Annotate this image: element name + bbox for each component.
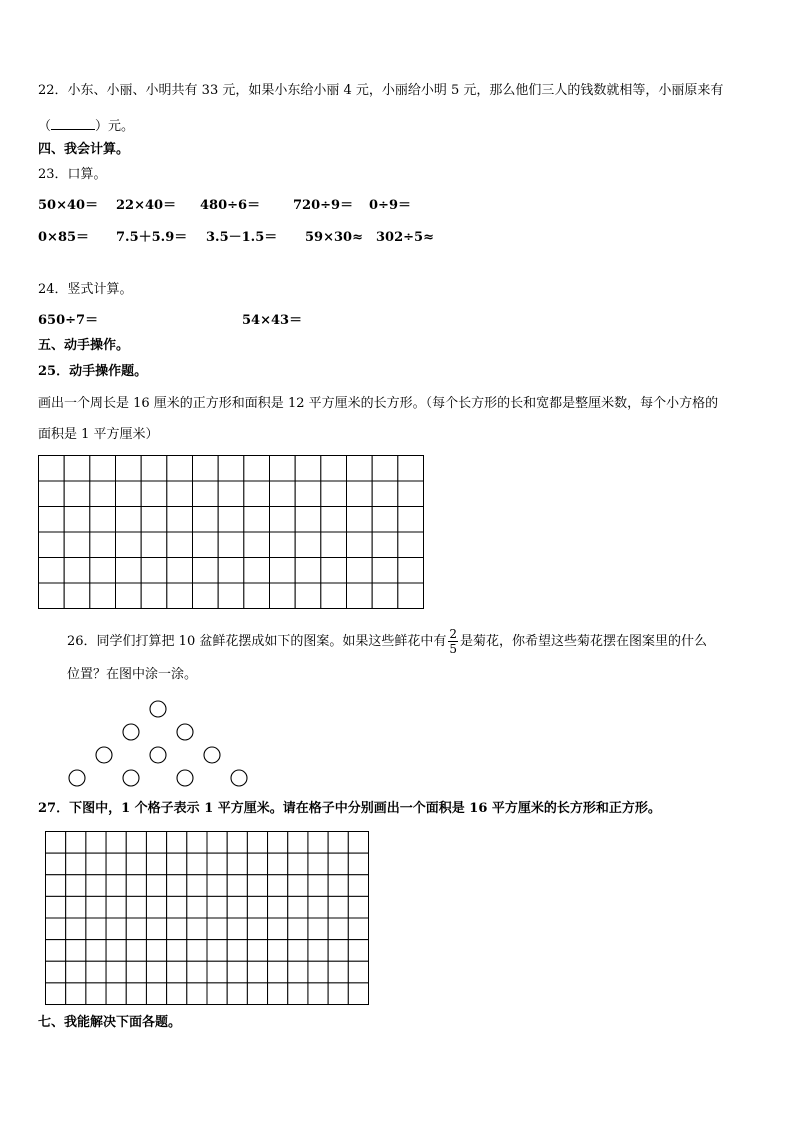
- grid-cell[interactable]: [116, 558, 142, 584]
- grid-cell[interactable]: [295, 583, 321, 609]
- grid-cell[interactable]: [106, 918, 126, 940]
- grid-cell[interactable]: [126, 896, 146, 918]
- grid-cell[interactable]: [126, 983, 146, 1005]
- grid-cell[interactable]: [193, 583, 219, 609]
- q23-row1-item: 0÷9＝: [369, 198, 411, 213]
- grid-cell[interactable]: [321, 456, 347, 482]
- q27-drawing-grid[interactable]: [45, 831, 369, 1005]
- grid-cell[interactable]: [227, 961, 247, 983]
- q23-row2-item: 0×85＝: [38, 230, 90, 245]
- grid-cell[interactable]: [227, 940, 247, 962]
- grid-cell[interactable]: [268, 983, 288, 1005]
- grid-cell[interactable]: [244, 507, 270, 533]
- grid-cell[interactable]: [193, 456, 219, 482]
- section7-heading: 七、我能解决下面各题。: [38, 1015, 182, 1030]
- grid-cell[interactable]: [66, 896, 86, 918]
- grid-cell[interactable]: [86, 853, 106, 875]
- grid-cell[interactable]: [64, 558, 90, 584]
- grid-cell[interactable]: [268, 918, 288, 940]
- q22-open-paren: （: [38, 119, 52, 134]
- grid-cell[interactable]: [193, 532, 219, 558]
- grid-cell[interactable]: [90, 481, 116, 507]
- grid-cell[interactable]: [398, 481, 424, 507]
- grid-cell[interactable]: [398, 507, 424, 533]
- grid-cell[interactable]: [187, 918, 207, 940]
- grid-cell[interactable]: [372, 583, 398, 609]
- grid-cell[interactable]: [39, 456, 65, 482]
- grid-cell[interactable]: [86, 832, 106, 854]
- grid-cell[interactable]: [295, 507, 321, 533]
- grid-cell[interactable]: [126, 875, 146, 897]
- grid-cell[interactable]: [39, 558, 65, 584]
- grid-cell[interactable]: [167, 481, 193, 507]
- q26-text-after: 是菊花，你希望这些菊花摆在图案里的什么: [460, 634, 708, 649]
- grid-cell[interactable]: [244, 456, 270, 482]
- grid-cell[interactable]: [141, 558, 167, 584]
- grid-cell[interactable]: [46, 896, 66, 918]
- grid-cell[interactable]: [295, 481, 321, 507]
- grid-cell[interactable]: [218, 481, 244, 507]
- grid-cell[interactable]: [218, 456, 244, 482]
- q27-text: 27．下图中，1 个格子表示 1 平方厘米。请在格子中分别画出一个面积是 16 平方厘米的长方形和正方形。: [38, 801, 661, 816]
- grid-cell[interactable]: [348, 853, 368, 875]
- grid-cell[interactable]: [288, 961, 308, 983]
- q24-item: 54×43＝: [242, 313, 303, 328]
- q22-answer-blank[interactable]: [51, 116, 95, 130]
- q23-title: 23．口算。: [38, 167, 107, 182]
- flower-pot-circle[interactable]: [231, 770, 247, 786]
- grid-cell[interactable]: [167, 558, 193, 584]
- grid-cell[interactable]: [193, 481, 219, 507]
- grid-cell[interactable]: [321, 558, 347, 584]
- grid-cell[interactable]: [321, 481, 347, 507]
- grid-cell[interactable]: [146, 832, 166, 854]
- grid-cell[interactable]: [247, 983, 267, 1005]
- grid-cell[interactable]: [146, 853, 166, 875]
- q23-row1-item: 720÷9＝: [293, 198, 354, 213]
- grid-cell[interactable]: [347, 532, 373, 558]
- grid-cell[interactable]: [328, 832, 348, 854]
- grid-cell[interactable]: [193, 558, 219, 584]
- grid-cell[interactable]: [247, 940, 267, 962]
- grid-cell[interactable]: [328, 918, 348, 940]
- grid-cell[interactable]: [66, 853, 86, 875]
- grid-cell[interactable]: [46, 983, 66, 1005]
- grid-cell[interactable]: [328, 875, 348, 897]
- grid-cell[interactable]: [167, 853, 187, 875]
- flower-pot-circle[interactable]: [123, 724, 139, 740]
- grid-cell[interactable]: [321, 532, 347, 558]
- grid-cell[interactable]: [141, 456, 167, 482]
- grid-cell[interactable]: [218, 507, 244, 533]
- grid-cell[interactable]: [106, 983, 126, 1005]
- grid-cell[interactable]: [106, 832, 126, 854]
- grid-cell[interactable]: [86, 918, 106, 940]
- grid-cell[interactable]: [288, 853, 308, 875]
- flower-pot-circle[interactable]: [150, 701, 166, 717]
- grid-cell[interactable]: [227, 832, 247, 854]
- grid-cell[interactable]: [268, 875, 288, 897]
- grid-cell[interactable]: [308, 875, 328, 897]
- grid-cell[interactable]: [348, 875, 368, 897]
- grid-cell[interactable]: [141, 532, 167, 558]
- grid-cell[interactable]: [218, 558, 244, 584]
- q25-drawing-grid[interactable]: [38, 455, 424, 609]
- grid-cell[interactable]: [46, 875, 66, 897]
- section4-heading: 四、我会计算。: [38, 142, 130, 157]
- q22-line2: [38, 116, 134, 136]
- q26-fraction-denominator: 5: [449, 642, 457, 656]
- q26-fraction: [448, 627, 458, 656]
- grid-cell[interactable]: [64, 507, 90, 533]
- grid-cell[interactable]: [64, 481, 90, 507]
- q23-row2-item: 59×30≈: [305, 230, 363, 245]
- grid-cell[interactable]: [207, 961, 227, 983]
- grid-cell[interactable]: [295, 456, 321, 482]
- grid-cell[interactable]: [167, 456, 193, 482]
- grid-cell[interactable]: [187, 853, 207, 875]
- grid-cell[interactable]: [308, 896, 328, 918]
- grid-cell[interactable]: [106, 940, 126, 962]
- q23-row2-item: 302÷5≈: [376, 230, 434, 245]
- grid-cell[interactable]: [167, 940, 187, 962]
- grid-cell[interactable]: [90, 558, 116, 584]
- grid-cell[interactable]: [372, 456, 398, 482]
- q24-item: 650÷7＝: [38, 313, 99, 328]
- grid-cell[interactable]: [146, 983, 166, 1005]
- grid-cell[interactable]: [372, 507, 398, 533]
- grid-cell[interactable]: [288, 875, 308, 897]
- grid-cell[interactable]: [398, 532, 424, 558]
- grid-cell[interactable]: [86, 896, 106, 918]
- grid-cell[interactable]: [321, 507, 347, 533]
- grid-cell[interactable]: [193, 507, 219, 533]
- grid-cell[interactable]: [126, 832, 146, 854]
- grid-cell[interactable]: [328, 961, 348, 983]
- grid-cell[interactable]: [64, 456, 90, 482]
- grid-cell[interactable]: [270, 507, 296, 533]
- grid-cell[interactable]: [126, 918, 146, 940]
- grid-cell[interactable]: [372, 481, 398, 507]
- grid-cell[interactable]: [270, 456, 296, 482]
- grid-cell[interactable]: [141, 583, 167, 609]
- grid-cell[interactable]: [321, 583, 347, 609]
- grid-cell[interactable]: [141, 481, 167, 507]
- grid-cell[interactable]: [167, 983, 187, 1005]
- q24-title: 24．竖式计算。: [38, 282, 133, 297]
- grid-cell[interactable]: [106, 961, 126, 983]
- grid-cell[interactable]: [218, 583, 244, 609]
- grid-cell[interactable]: [244, 583, 270, 609]
- grid-cell[interactable]: [207, 896, 227, 918]
- grid-cell[interactable]: [116, 507, 142, 533]
- grid-cell[interactable]: [270, 532, 296, 558]
- grid-cell[interactable]: [347, 456, 373, 482]
- flower-pot-circle[interactable]: [96, 747, 112, 763]
- grid-cell[interactable]: [227, 853, 247, 875]
- grid-cell[interactable]: [39, 481, 65, 507]
- grid-cell[interactable]: [227, 875, 247, 897]
- q23-row1-item: 50×40＝: [38, 198, 99, 213]
- grid-cell[interactable]: [167, 875, 187, 897]
- grid-cell[interactable]: [328, 896, 348, 918]
- grid-cell[interactable]: [247, 832, 267, 854]
- grid-cell[interactable]: [218, 532, 244, 558]
- grid-cell[interactable]: [227, 896, 247, 918]
- q23-row1-item: 22×40＝: [116, 198, 177, 213]
- grid-cell[interactable]: [348, 918, 368, 940]
- flower-pot-circle[interactable]: [177, 770, 193, 786]
- grid-cell[interactable]: [288, 832, 308, 854]
- grid-cell[interactable]: [398, 456, 424, 482]
- q26-fraction-numerator: 2: [449, 627, 457, 641]
- grid-cell[interactable]: [106, 875, 126, 897]
- grid-cell[interactable]: [270, 481, 296, 507]
- flower-pot-circle[interactable]: [123, 770, 139, 786]
- grid-cell[interactable]: [207, 853, 227, 875]
- grid-cell[interactable]: [116, 481, 142, 507]
- q22-line1: 22．小东、小丽、小明共有 33 元，如果小东给小丽 4 元，小丽给小明 5 元，那么他们三人的钱数就相等，小丽原来有: [38, 83, 724, 98]
- grid-cell[interactable]: [39, 532, 65, 558]
- grid-cell[interactable]: [288, 918, 308, 940]
- grid-cell[interactable]: [116, 456, 142, 482]
- grid-cell[interactable]: [328, 940, 348, 962]
- grid-cell[interactable]: [207, 832, 227, 854]
- q26-text-line2: 位置？在图中涂一涂。: [67, 667, 198, 682]
- q26-flower-pattern: [60, 695, 260, 790]
- grid-cell[interactable]: [295, 532, 321, 558]
- grid-cell[interactable]: [86, 875, 106, 897]
- grid-cell[interactable]: [244, 481, 270, 507]
- grid-cell[interactable]: [288, 940, 308, 962]
- q26-text-line1: [67, 627, 707, 656]
- grid-cell[interactable]: [227, 983, 247, 1005]
- grid-cell[interactable]: [348, 896, 368, 918]
- grid-cell[interactable]: [227, 918, 247, 940]
- grid-cell[interactable]: [295, 558, 321, 584]
- grid-cell[interactable]: [308, 832, 328, 854]
- grid-cell[interactable]: [348, 940, 368, 962]
- grid-cell[interactable]: [90, 583, 116, 609]
- grid-cell[interactable]: [308, 918, 328, 940]
- grid-cell[interactable]: [348, 961, 368, 983]
- q23-row1-item: 480÷6＝: [200, 198, 261, 213]
- grid-cell[interactable]: [308, 983, 328, 1005]
- grid-cell[interactable]: [106, 853, 126, 875]
- grid-cell[interactable]: [167, 532, 193, 558]
- grid-cell[interactable]: [66, 940, 86, 962]
- grid-cell[interactable]: [372, 532, 398, 558]
- flower-pot-circle[interactable]: [177, 724, 193, 740]
- grid-cell[interactable]: [207, 940, 227, 962]
- grid-cell[interactable]: [328, 853, 348, 875]
- grid-cell[interactable]: [268, 940, 288, 962]
- grid-cell[interactable]: [116, 583, 142, 609]
- grid-cell[interactable]: [46, 832, 66, 854]
- grid-cell[interactable]: [39, 507, 65, 533]
- grid-cell[interactable]: [347, 558, 373, 584]
- grid-cell[interactable]: [167, 583, 193, 609]
- grid-cell[interactable]: [187, 961, 207, 983]
- grid-cell[interactable]: [268, 896, 288, 918]
- grid-cell[interactable]: [347, 583, 373, 609]
- grid-cell[interactable]: [372, 558, 398, 584]
- grid-cell[interactable]: [167, 832, 187, 854]
- grid-cell[interactable]: [247, 961, 267, 983]
- section5-heading: 五、动手操作。: [38, 338, 130, 353]
- grid-cell[interactable]: [90, 456, 116, 482]
- grid-cell[interactable]: [187, 940, 207, 962]
- grid-cell[interactable]: [308, 961, 328, 983]
- grid-cell[interactable]: [207, 983, 227, 1005]
- grid-cell[interactable]: [268, 853, 288, 875]
- grid-cell[interactable]: [126, 961, 146, 983]
- grid-cell[interactable]: [146, 875, 166, 897]
- grid-cell[interactable]: [207, 918, 227, 940]
- grid-cell[interactable]: [347, 507, 373, 533]
- grid-cell[interactable]: [328, 983, 348, 1005]
- grid-cell[interactable]: [187, 896, 207, 918]
- grid-cell[interactable]: [308, 853, 328, 875]
- grid-cell[interactable]: [398, 583, 424, 609]
- grid-cell[interactable]: [66, 832, 86, 854]
- grid-cell[interactable]: [39, 583, 65, 609]
- grid-cell[interactable]: [66, 918, 86, 940]
- grid-cell[interactable]: [247, 896, 267, 918]
- grid-cell[interactable]: [247, 918, 267, 940]
- q25-title: 25．动手操作题。: [38, 364, 148, 379]
- grid-cell[interactable]: [268, 961, 288, 983]
- grid-cell[interactable]: [207, 875, 227, 897]
- grid-cell[interactable]: [348, 832, 368, 854]
- grid-cell[interactable]: [86, 940, 106, 962]
- grid-cell[interactable]: [146, 918, 166, 940]
- grid-cell[interactable]: [247, 853, 267, 875]
- q25-text-line1: 画出一个周长是 16 厘米的正方形和面积是 12 平方厘米的长方形。（每个长方形的长和宽都是整厘米数，每个小方格的: [38, 396, 719, 411]
- grid-cell[interactable]: [141, 507, 167, 533]
- grid-cell[interactable]: [288, 896, 308, 918]
- grid-cell[interactable]: [347, 481, 373, 507]
- flower-pot-circle[interactable]: [204, 747, 220, 763]
- flower-pot-circle[interactable]: [150, 747, 166, 763]
- grid-cell[interactable]: [167, 918, 187, 940]
- grid-cell[interactable]: [66, 983, 86, 1005]
- grid-cell[interactable]: [167, 896, 187, 918]
- grid-cell[interactable]: [167, 507, 193, 533]
- grid-cell[interactable]: [64, 532, 90, 558]
- grid-cell[interactable]: [288, 983, 308, 1005]
- q23-row2-item: 7.5＋5.9＝: [116, 230, 188, 245]
- grid-cell[interactable]: [146, 940, 166, 962]
- grid-cell[interactable]: [46, 961, 66, 983]
- grid-cell[interactable]: [244, 558, 270, 584]
- grid-cell[interactable]: [90, 507, 116, 533]
- grid-cell[interactable]: [167, 961, 187, 983]
- grid-cell[interactable]: [308, 940, 328, 962]
- q26-text-before: 26．同学们打算把 10 盆鲜花摆成如下的图案。如果这些鲜花中有: [67, 634, 447, 649]
- grid-cell[interactable]: [46, 940, 66, 962]
- grid-cell[interactable]: [106, 896, 126, 918]
- grid-cell[interactable]: [116, 532, 142, 558]
- grid-cell[interactable]: [66, 961, 86, 983]
- grid-cell[interactable]: [126, 940, 146, 962]
- grid-cell[interactable]: [90, 532, 116, 558]
- grid-cell[interactable]: [46, 853, 66, 875]
- grid-cell[interactable]: [66, 875, 86, 897]
- grid-cell[interactable]: [348, 983, 368, 1005]
- grid-cell[interactable]: [187, 832, 207, 854]
- grid-cell[interactable]: [146, 961, 166, 983]
- grid-cell[interactable]: [46, 918, 66, 940]
- grid-cell[interactable]: [126, 853, 146, 875]
- grid-cell[interactable]: [86, 961, 106, 983]
- q25-text-line2: 面积是 1 平方厘米）: [38, 427, 159, 442]
- q22-close-text: ）元。: [95, 119, 135, 134]
- grid-cell[interactable]: [398, 558, 424, 584]
- grid-cell[interactable]: [187, 875, 207, 897]
- grid-cell[interactable]: [86, 983, 106, 1005]
- grid-cell[interactable]: [270, 558, 296, 584]
- grid-cell[interactable]: [247, 875, 267, 897]
- grid-cell[interactable]: [64, 583, 90, 609]
- grid-cell[interactable]: [270, 583, 296, 609]
- grid-cell[interactable]: [268, 832, 288, 854]
- flower-pot-circle[interactable]: [69, 770, 85, 786]
- grid-cell[interactable]: [187, 983, 207, 1005]
- q23-row2-item: 3.5－1.5＝: [206, 230, 278, 245]
- grid-cell[interactable]: [244, 532, 270, 558]
- grid-cell[interactable]: [146, 896, 166, 918]
